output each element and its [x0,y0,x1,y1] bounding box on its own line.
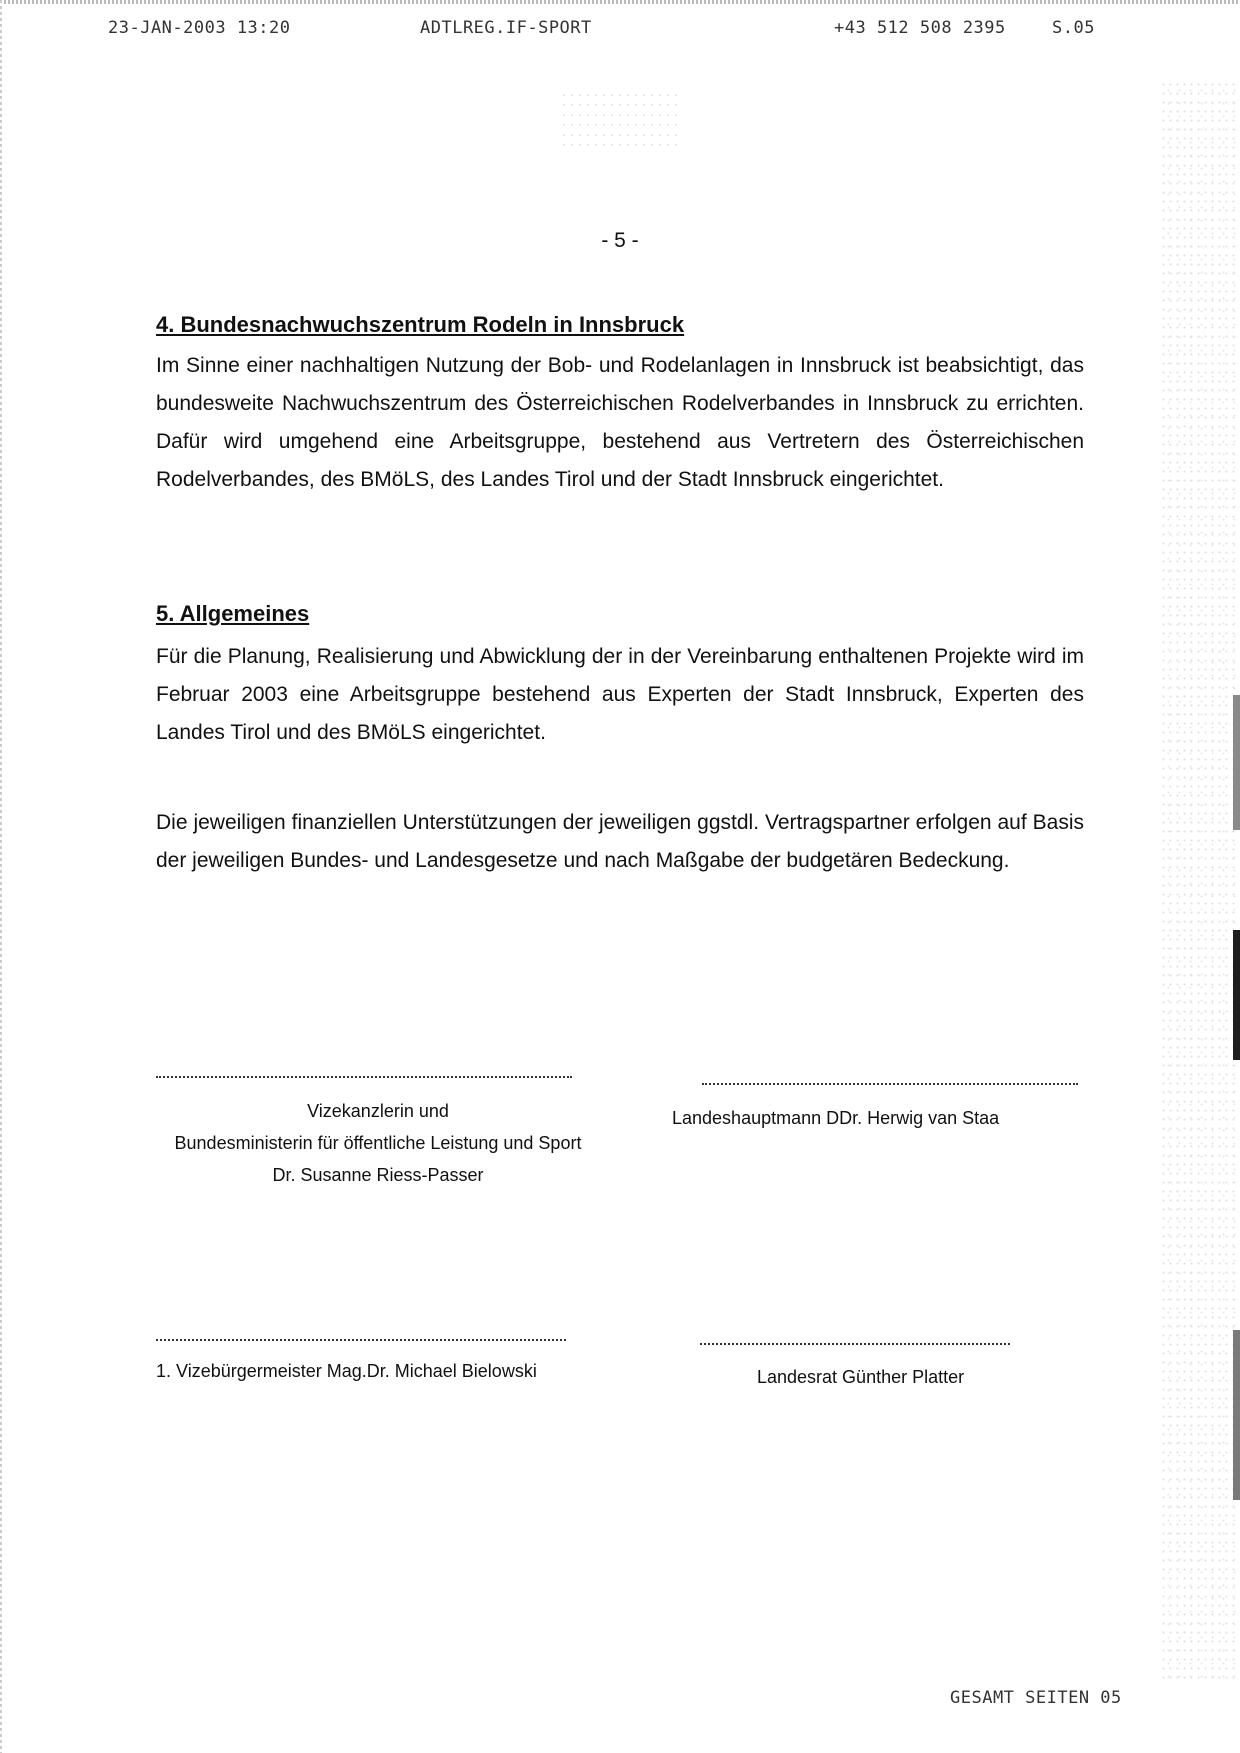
scan-edge-top [0,0,1240,4]
scan-margin-mark [1233,1330,1240,1500]
fax-page-indicator: S.05 [1052,18,1095,38]
signatory-office: Bundesministerin für öffentliche Leistung und Sport [174,1133,582,1153]
signatory-landesrat [757,1361,964,1393]
signatory-name: 1. Vizebürgermeister Mag.Dr. Michael Bielowski [156,1361,537,1381]
scan-margin-mark [1233,695,1240,830]
scan-noise-right [1160,80,1236,1680]
signatory-name: Landesrat Günther Platter [757,1367,965,1387]
signatory-name: Landeshauptmann DDr. Herwig van Staa [672,1108,1000,1128]
signatory-name: Dr. Susanne Riess-Passer [272,1165,484,1185]
signatory-vizebuergermeister [156,1355,537,1387]
scan-margin-mark [1233,930,1240,1060]
section-5-title: 5. Allgemeines [156,601,310,626]
fax-total-pages: GESAMT SEITEN 05 [950,1688,1122,1708]
signature-line-landeshauptmann [702,1083,1078,1085]
scan-edge-left [0,0,2,1753]
signatory-vizekanzlerin [152,1095,604,1191]
section-4-paragraph: Im Sinne einer nachhaltigen Nutzung der Bob- und Rodelanlagen in Innsbruck ist beabsichtigt, das bundesweite Nachwuchszentrum des Österreichischen Rodelverbandes in Innsbruck zu errichten. Dafür wird umgehend eine Arbeitsgruppe, bestehend aus Vertretern des Österreichischen Rodelverbandes, des BMöLS, des Landes Tirol und der Stadt Innsbruck eingerichtet. [156,354,1084,491]
signature-line-vizebuergermeister [156,1339,566,1341]
section-4-title: 4. Bundesnachwuchszentrum Rodeln in Innsbruck [156,312,685,337]
page-number: - 5 - [601,229,639,252]
fax-phone: +43 512 508 2395 [834,18,1006,38]
section-5-paragraph-1: Für die Planung, Realisierung und Abwicklung der in der Vereinbarung enthaltenen Projekte wird im Februar 2003 eine Arbeitsgruppe bestehend aus Experten der Stadt Innsbruck, Experten des Landes Tirol und des BMöLS eingerichtet. [156,645,1084,744]
scan-noise-top [560,90,680,150]
signature-line-landesrat [700,1343,1010,1345]
signatory-landeshauptmann [672,1102,999,1134]
signature-line-vizekanzlerin [156,1076,572,1078]
signatory-role: Vizekanzlerin und [307,1101,449,1121]
section-5-paragraph-2: Die jeweiligen finanziellen Unterstützungen der jeweiligen ggstdl. Vertragspartner erfolgen auf Basis der jeweiligen Bundes- und Landesgesetze und nach Maßgabe der budgetären Bedeckung. [156,811,1084,872]
fax-sender: ADTLREG.IF-SPORT [420,18,592,38]
fax-datetime: 23-JAN-2003 13:20 [108,18,291,38]
